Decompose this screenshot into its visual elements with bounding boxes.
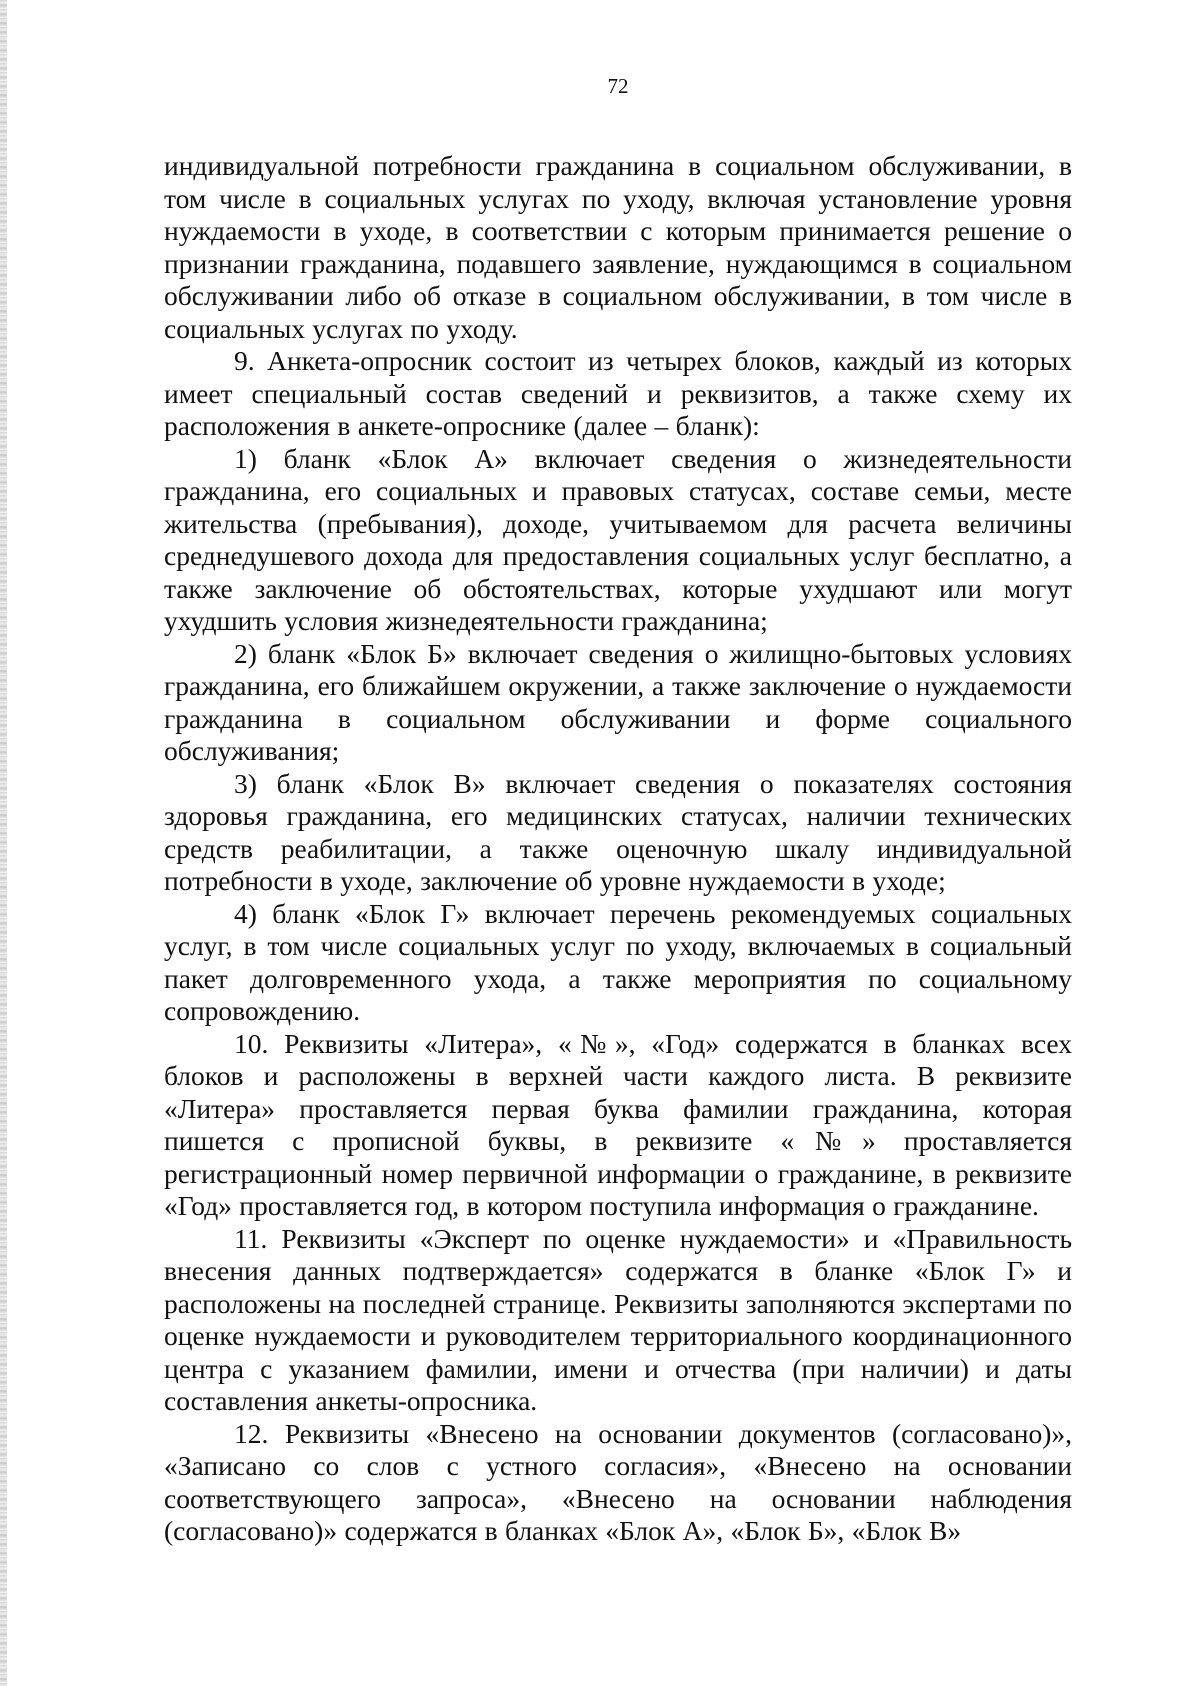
paragraph-subitem-2: 2) бланк «Блок Б» включает сведения о жилищно-бытовых условиях гражданина, его ближайшем окружении, а также заключение о нуждаемости гражданина в социальном обслуживании и форме социального обслуживания;	[164, 637, 1072, 766]
paragraph-item-10: 10. Реквизиты «Литера», «№», «Год» содержатся в бланках всех блоков и расположены в верхней части каждого листа. В реквизите «Литера» проставляется первая буква фамилии гражданина, которая пишется с прописной буквы, в реквизите «№» проставляется регистрационный номер первичной информации о гражданине, в реквизите «Год» проставляется год, в котором поступила информация о гражданине.	[164, 1027, 1072, 1221]
paragraph-subitem-4: 4) бланк «Блок Г» включает перечень рекомендуемых социальных услуг, в том числе социальных услуг по уходу, включаемых в социальный пакет долговременного ухода, а также мероприятия по социальному сопровождению.	[164, 897, 1072, 1026]
paragraph-continuation: индивидуальной потребности гражданина в социальном обслуживании, в том числе в социальных услугах по уходу, включая установление уровня нуждаемости в уходе, в соответствии с которым принимается решение о признании гражданина, подавшего заявление, нуждающимся в социальном обслуживании либо об отказе в социальном обслуживании, в том числе в социальных услугах по уходу.	[164, 150, 1072, 344]
scan-edge	[0, 0, 7, 1686]
page-number: 72	[607, 74, 629, 98]
paragraph-item-11: 11. Реквизиты «Эксперт по оценке нуждаемости» и «Правильность внесения данных подтверждается» содержатся в бланке «Блок Г» и расположены на последней странице. Реквизиты заполняются экспертами по оценке нуждаемости и руководителем территориального координационного центра с указанием фамилии, имени и отчества (при наличии) и даты составления анкеты-опросника.	[164, 1222, 1072, 1416]
document-body	[164, 150, 1072, 1548]
paragraph-subitem-1: 1) бланк «Блок А» включает сведения о жизнедеятельности гражданина, его социальных и правовых статусах, составе семьи, месте жительства (пребывания), доходе, учитываемом для расчета величины среднедушевого дохода для предоставления социальных услуг бесплатно, а также заключение об обстоятельствах, которые ухудшают или могут ухудшить условия жизнедеятельности гражданина;	[164, 442, 1072, 636]
paragraph-item-9: 9. Анкета-опросник состоит из четырех блоков, каждый из которых имеет специальный состав сведений и реквизитов, а также схему их расположения в анкете-опроснике (далее – бланк):	[164, 345, 1072, 441]
paragraph-subitem-3: 3) бланк «Блок В» включает сведения о показателях состояния здоровья гражданина, его медицинских статусах, наличии технических средств реабилитации, а также оценочную шкалу индивидуальной потребности в уходе, заключение об уровне нуждаемости в уходе;	[164, 767, 1072, 896]
paragraph-item-12: 12. Реквизиты «Внесено на основании документов (согласовано)», «Записано со слов с устного согласия», «Внесено на основании соответствующего запроса», «Внесено на основании наблюдения (согласовано)» содержатся в бланках «Блок А», «Блок Б», «Блок В»	[164, 1417, 1072, 1546]
